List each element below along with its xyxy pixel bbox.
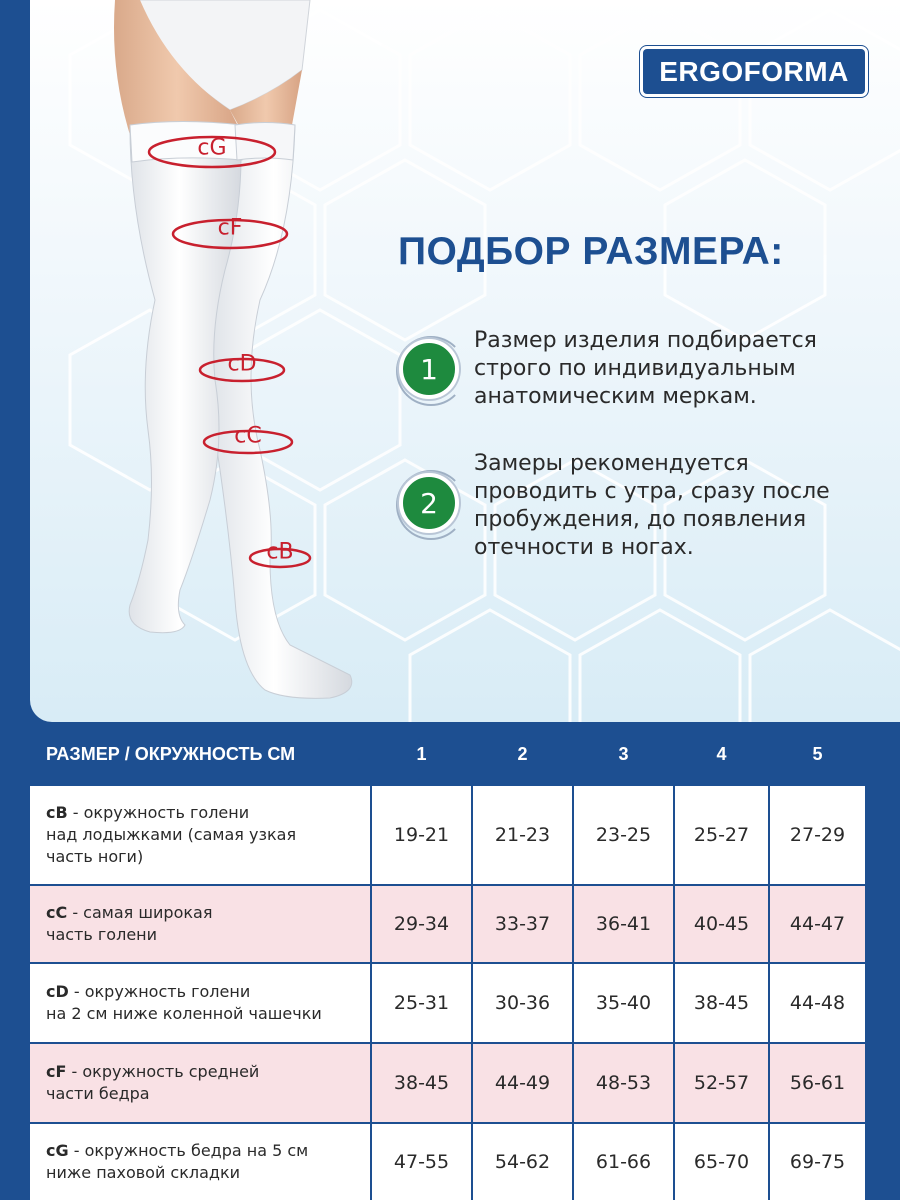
header-size-5: 5 (812, 743, 823, 764)
grid-line (370, 786, 372, 1200)
grid-line (471, 786, 473, 1200)
header-size-2: 2 (517, 743, 528, 764)
cell-size-2: 21-23 (494, 824, 551, 846)
row-label (46, 1124, 308, 1200)
step-1-line: Размер изделия подбирается (474, 328, 817, 353)
cell-size-2: 30-36 (494, 992, 551, 1014)
row-desc: ниже паховой складки (46, 1163, 241, 1182)
cell-size-5: 44-48 (789, 992, 846, 1014)
row-label (46, 786, 296, 884)
row-desc: - окружность голени (67, 803, 250, 822)
cell-size-5: 27-29 (789, 824, 846, 846)
header-size-3: 3 (618, 743, 629, 764)
row-desc: - окружность голени (68, 982, 251, 1001)
row-desc: - самая широкая (67, 903, 213, 922)
row-code: cG (46, 1141, 69, 1160)
cell-size-4: 40-45 (693, 913, 750, 935)
measure-label-cb: cB (266, 539, 294, 565)
measure-label-cd: cD (227, 351, 257, 377)
step-2-line: Замеры рекомендуется (474, 451, 749, 476)
cell-size-5: 44-47 (789, 913, 846, 935)
grid-line (572, 786, 574, 1200)
cell-size-4: 52-57 (693, 1072, 750, 1094)
cell-size-4: 25-27 (693, 824, 750, 846)
cell-size-2: 44-49 (494, 1072, 551, 1094)
row-code: cB (46, 803, 68, 822)
row-code: cC (46, 903, 68, 922)
measure-label-cf: cF (217, 215, 243, 241)
cell-size-1: 19-21 (393, 824, 450, 846)
cell-size-3: 35-40 (595, 992, 652, 1014)
header-size-1: 1 (416, 743, 427, 764)
row-desc: часть голени (46, 925, 158, 944)
ergoforma-logo: ERGOFORMA (643, 49, 865, 94)
row-desc: часть ноги) (46, 847, 144, 866)
page-title: ПОДБОР РАЗМЕРА: (398, 230, 784, 273)
cell-size-1: 25-31 (393, 992, 450, 1014)
grid-line (768, 786, 770, 1200)
row-label (46, 886, 212, 962)
step-1-line: строго по индивидуальным (474, 356, 796, 381)
cell-size-3: 48-53 (595, 1072, 652, 1094)
cell-size-3: 36-41 (595, 913, 652, 935)
grid-line (30, 1122, 865, 1124)
grid-line (673, 786, 675, 1200)
row-desc: - окружность средней (66, 1062, 260, 1081)
cell-size-5: 69-75 (789, 1151, 846, 1173)
row-desc: части бедра (46, 1084, 150, 1103)
cell-size-2: 54-62 (494, 1151, 551, 1173)
step-1-text (474, 327, 874, 411)
row-desc: над лодыжками (самая узкая (46, 825, 297, 844)
step-2-line: отечности в ногах. (474, 535, 694, 560)
cell-size-1: 47-55 (393, 1151, 450, 1173)
row-code: cF (46, 1062, 67, 1081)
step-1-badge: 1 (399, 339, 459, 399)
table-row-cf (30, 1044, 865, 1122)
header-label: РАЗМЕР / ОКРУЖНОСТЬ СМ (46, 743, 296, 764)
cell-size-3: 61-66 (595, 1151, 652, 1173)
table-row-cd (30, 964, 865, 1042)
table-row-cc (30, 886, 865, 962)
row-desc: на 2 см ниже коленной чашечки (46, 1004, 322, 1023)
measure-label-cc: cC (234, 423, 262, 449)
table-row-cb (30, 786, 865, 884)
cell-size-5: 56-61 (789, 1072, 846, 1094)
cell-size-4: 65-70 (693, 1151, 750, 1173)
step-1-line: анатомическим меркам. (474, 384, 757, 409)
row-label (46, 964, 322, 1042)
header-size-4: 4 (716, 743, 727, 764)
cell-size-2: 33-37 (494, 913, 551, 935)
step-2-line: проводить с утра, сразу после (474, 479, 830, 504)
table-row-cg (30, 1124, 865, 1200)
cell-size-3: 23-25 (595, 824, 652, 846)
step-2-badge: 2 (399, 473, 459, 533)
row-code: cD (46, 982, 69, 1001)
row-label (46, 1044, 259, 1122)
cell-size-4: 38-45 (693, 992, 750, 1014)
grid-line (30, 884, 865, 886)
measure-label-cg: cG (197, 135, 227, 161)
grid-line (30, 1042, 865, 1044)
step-2-line: пробуждения, до появления (474, 507, 807, 532)
grid-line (30, 962, 865, 964)
table-header (30, 722, 865, 786)
size-table (30, 722, 865, 1200)
step-2-text (474, 450, 874, 562)
cell-size-1: 29-34 (393, 913, 450, 935)
row-desc: - окружность бедра на 5 см (68, 1141, 309, 1160)
cell-size-1: 38-45 (393, 1072, 450, 1094)
